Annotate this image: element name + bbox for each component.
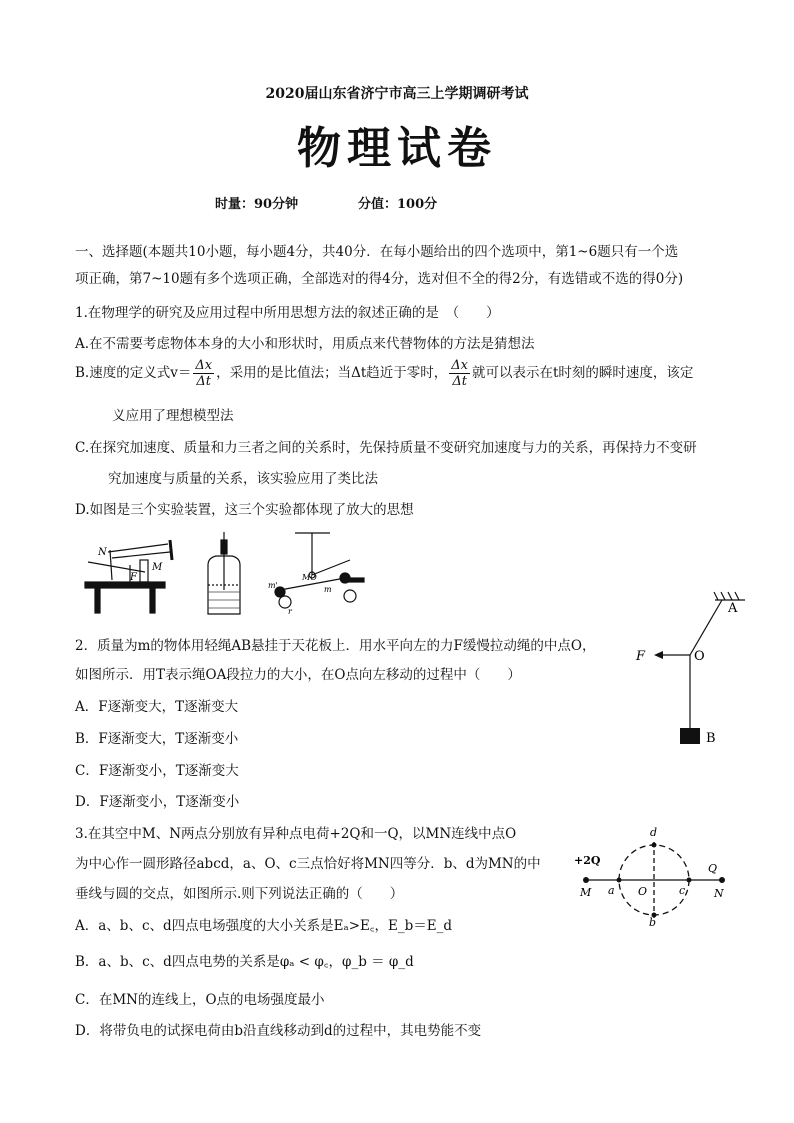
q3-stem-cont2: 垂线与圆的交点，如图所示.则下列说法正确的（ ） bbox=[75, 886, 404, 902]
q3-option-c: C．在MN的连线上，O点的电场强度最小 bbox=[75, 992, 325, 1008]
q3-stem-cont: 为中心作一圆形路径abcd，a、O、c三点恰好将MN四等分．b、d为MN的中 bbox=[75, 856, 541, 872]
q2-option-c: C．F逐渐变小，T逐渐变大 bbox=[75, 763, 239, 779]
delta-fraction-2 bbox=[449, 358, 470, 389]
q1-option-b-cont: 义应用了理想模型法 bbox=[112, 408, 234, 424]
ceiling-hatch bbox=[714, 592, 745, 600]
charges-circle-figure bbox=[572, 822, 742, 926]
bottle-apparatus bbox=[208, 532, 240, 614]
q1-option-c: C.在探究加速度、质量和力三者之间的关系时，先保持质量不变研究加速度与力的关系，再保持力不变研 bbox=[75, 440, 697, 456]
fig-label-b: B bbox=[706, 731, 716, 746]
frac-numerator-2: Δx bbox=[451, 358, 468, 373]
q3-option-d: D．将带负电的试探电荷由b沿直线移动到d的过程中，其电势能不变 bbox=[75, 1023, 482, 1039]
exam-score: 分值：100分 bbox=[358, 197, 438, 212]
fig-label-n: N bbox=[98, 547, 107, 558]
exam-time: 时量：90分钟 bbox=[215, 197, 299, 212]
q3-option-b: B．a、b、c、d四点电势的关系是φₐ < φ꜀，φ_b ＝ φ_d bbox=[75, 954, 414, 970]
fig-label-f: F bbox=[130, 572, 137, 583]
exam-subtitle: 2020届山东省济宁市高三上学期调研考试 bbox=[265, 86, 529, 102]
rope-pulling-figure bbox=[630, 588, 750, 753]
q1-option-a: A.在不需要考虑物体本身的大小和形状时，用质点来代替物体的方法是猜想法 bbox=[75, 336, 535, 352]
fig-label-o: O bbox=[694, 649, 705, 664]
fig-label-n3: N bbox=[714, 887, 724, 900]
fig-label-c3: c bbox=[679, 884, 686, 897]
q1-stem: 1.在物理学的研究及应用过程中所用思想方法的叙述正确的是 （ ） bbox=[75, 305, 500, 321]
q1-option-b bbox=[75, 358, 693, 389]
q2-option-d: D．F逐渐变小，T逐渐变小 bbox=[75, 794, 240, 810]
frac-numerator: Δx bbox=[195, 358, 213, 373]
fig-label-d3: d bbox=[650, 826, 658, 839]
fig-label-plus2q: +2Q bbox=[574, 854, 601, 867]
frac-denominator-2: Δt bbox=[452, 374, 467, 389]
rope-oa bbox=[690, 600, 722, 655]
fig-label-b3: b bbox=[649, 916, 657, 926]
q3-option-a: A．a、b、c、d四点电场强度的大小关系是Eₐ>E꜀，E_b＝E_d bbox=[75, 918, 453, 934]
q1-option-c-cont: 究加速度与质量的关系，该实验应用了类比法 bbox=[108, 471, 378, 487]
point-d-dot bbox=[652, 843, 657, 848]
point-c-dot bbox=[687, 878, 692, 883]
fig-label-f2: F bbox=[636, 649, 646, 664]
q1-option-b-pre: B.速度的定义式v＝ bbox=[75, 365, 192, 381]
section-intro-line1: 一、选择题(本题共10小题，每小题4分，共40分．在每小题给出的四个选项中，第1~6题只有一个选 bbox=[75, 244, 679, 260]
fig-label-o3: O bbox=[638, 885, 648, 898]
delta-fraction bbox=[193, 358, 214, 389]
arrowhead-icon bbox=[654, 651, 663, 659]
section-intro-line2: 项正确，第7~10题有多个选项正确，全部选对的得4分，选对但不全的得2分，有选错或不选的得0分) bbox=[75, 271, 684, 287]
charge-n-dot bbox=[719, 877, 725, 883]
fig-label-a3: a bbox=[608, 884, 615, 897]
frac-denominator: Δt bbox=[196, 374, 212, 389]
fig-label-m2: m bbox=[324, 585, 332, 594]
fig-label-a: A bbox=[728, 601, 738, 616]
fig-label-mo: MO bbox=[302, 573, 317, 582]
q1-option-b-post: 就可以表示在t时刻的瞬时速度，该定 bbox=[472, 365, 694, 381]
charge-m-dot bbox=[583, 877, 589, 883]
q2-option-a: A．F逐渐变大，T逐渐变大 bbox=[75, 699, 239, 715]
q2-option-b: B．F逐渐变大，T逐渐变小 bbox=[75, 731, 239, 747]
fig-label-m3: M bbox=[580, 886, 592, 899]
experiment-apparatus-figure bbox=[80, 530, 380, 620]
torsion-balance-apparatus bbox=[275, 533, 364, 608]
q3-stem: 3.在其空中M、N两点分别放有异种点电荷+2Q和一Q，以MN连线中点O bbox=[75, 826, 517, 842]
mass-block bbox=[680, 728, 700, 744]
q2-stem-cont: 如图所示．用T表示绳OA段拉力的大小，在O点向左移动的过程中（ ） bbox=[75, 667, 521, 683]
fig-label-r: r bbox=[288, 607, 292, 616]
fig-label-mprime: m' bbox=[268, 581, 278, 590]
q1-option-b-mid: ，采用的是比值法；当Δt趋近于零时， bbox=[216, 365, 448, 381]
fig-label-m: M bbox=[152, 562, 163, 573]
q1-option-d: D.如图是三个实验装置，这三个实验都体现了放大的思想 bbox=[75, 502, 414, 518]
point-a-dot bbox=[617, 878, 622, 883]
page-title: 物理试卷 bbox=[297, 123, 497, 174]
fig-label-q: Q bbox=[708, 862, 718, 875]
q2-stem: 2．质量为m的物体用轻绳AB悬挂于天花板上．用水平向左的力F缓慢拉动绳的中点O， bbox=[75, 638, 596, 654]
